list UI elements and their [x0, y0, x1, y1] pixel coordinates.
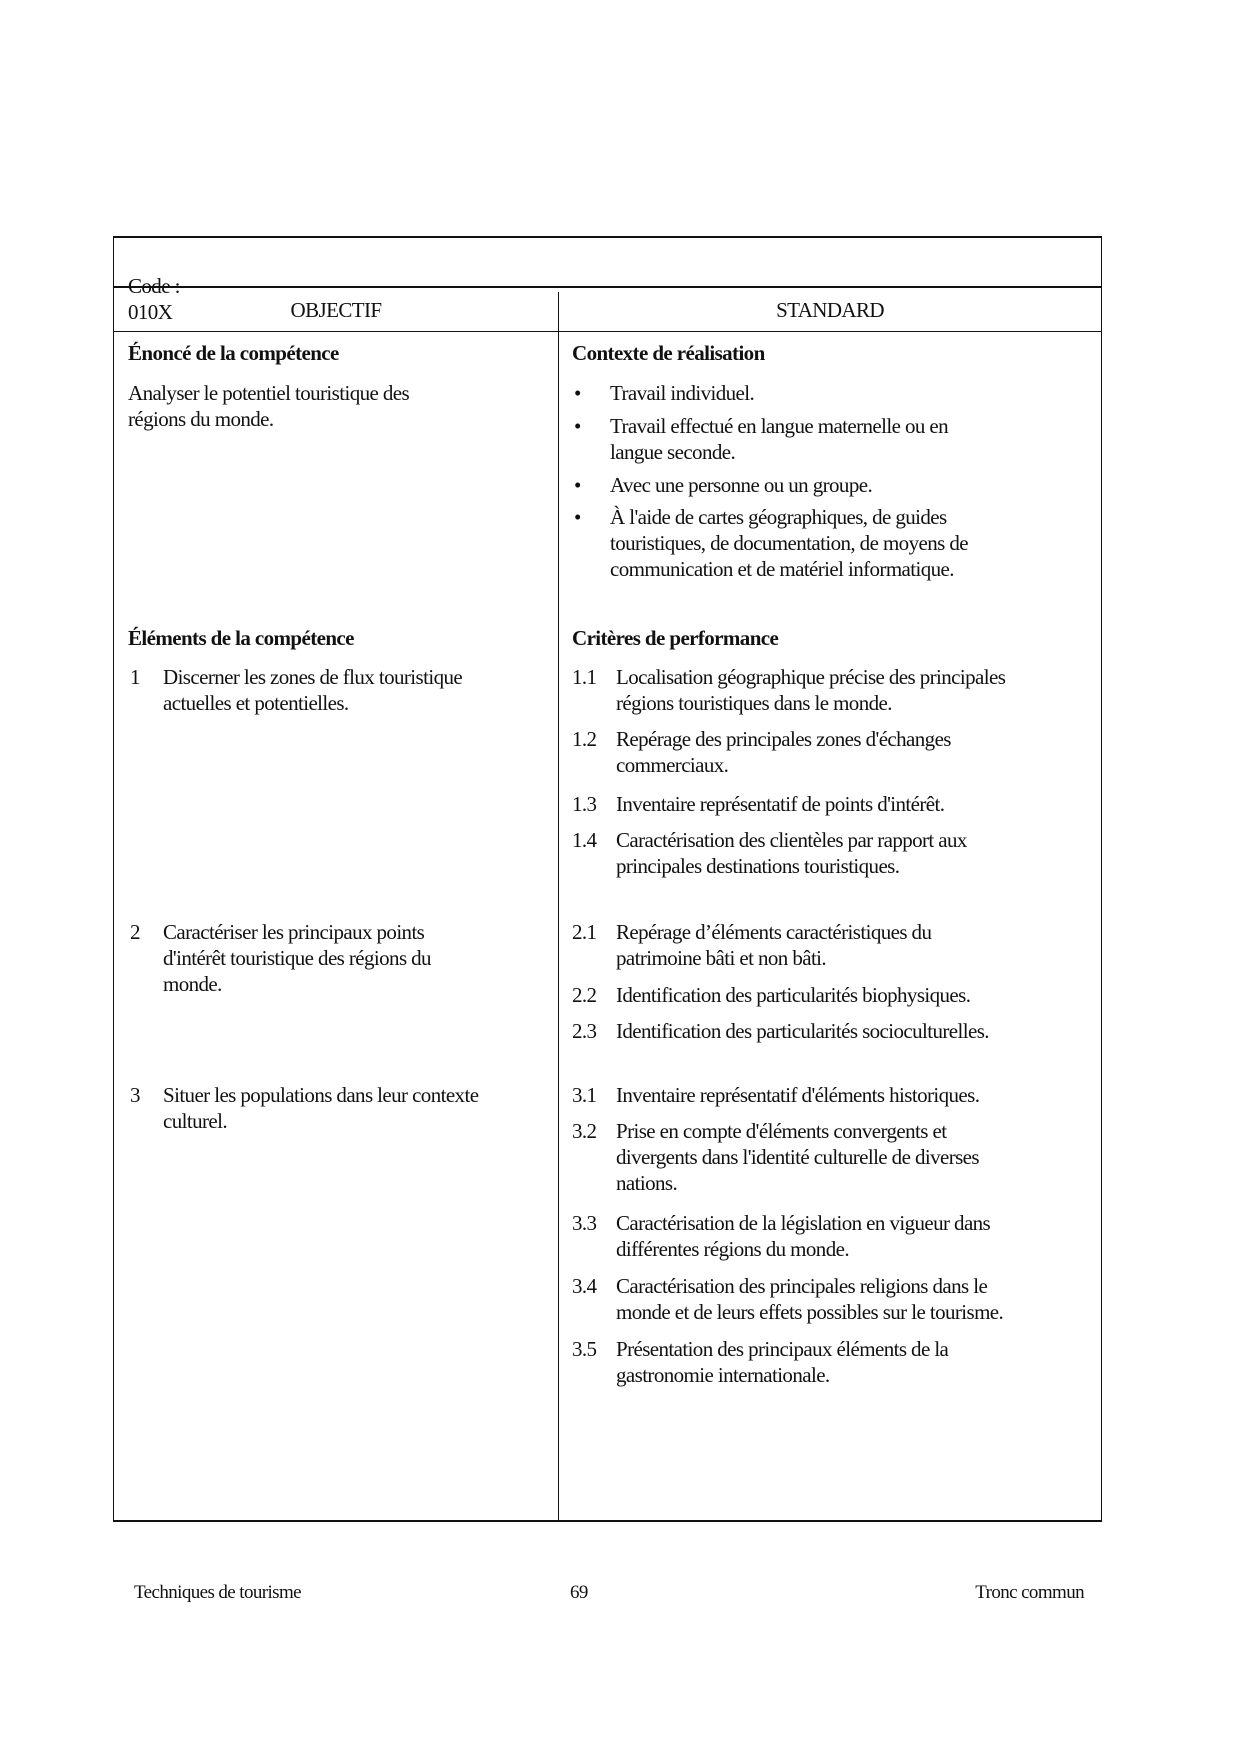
bullet-icon: •: [574, 381, 581, 405]
critere-text: Inventaire représentatif de points d'intérêt.: [616, 792, 945, 816]
contexte-title: Contexte de réalisation: [572, 341, 765, 365]
footer-page-number: 69: [570, 1582, 588, 1603]
element-number: 2: [130, 920, 140, 944]
critere-number: 3.3: [572, 1211, 597, 1235]
critere-number: 3.2: [572, 1119, 597, 1143]
table-bottom-border: [113, 1520, 1102, 1522]
critere-text: Présentation des principaux éléments de la gastronomie internationale.: [616, 1337, 949, 1387]
footer-right: Tronc commun: [975, 1582, 1084, 1603]
footer-left: Techniques de tourisme: [134, 1582, 301, 1603]
critere-number: 1.2: [572, 727, 597, 751]
element-text: Situer les populations dans leur contexte culturel.: [163, 1083, 479, 1133]
critere-number: 1.1: [572, 665, 597, 689]
criteres-title: Critères de performance: [572, 626, 779, 650]
critere-number: 1.3: [572, 792, 597, 816]
critere-number: 2.1: [572, 920, 597, 944]
code-row-divider: [113, 286, 1102, 288]
contexte-item: Avec une personne ou un groupe.: [610, 473, 873, 497]
column-header-objectif: OBJECTIF: [290, 298, 382, 322]
code-label: Code :: [128, 274, 180, 298]
code-value: 010X: [128, 300, 173, 324]
critere-number: 3.4: [572, 1274, 597, 1298]
enonce-text: Analyser le potentiel touristique des régions du monde.: [128, 381, 410, 431]
critere-text: Caractérisation des principales religions dans le monde et de leurs effets possibles sur le tourisme.: [616, 1274, 1004, 1324]
critere-text: Localisation géographique précise des principales régions touristiques dans le monde.: [616, 665, 1006, 715]
bullet-icon: •: [574, 473, 581, 497]
element-text: Discerner les zones de flux touristique actuelles et potentielles.: [163, 665, 463, 715]
critere-text: Caractérisation de la législation en vigueur dans différentes régions du monde.: [616, 1211, 991, 1261]
column-header-standard: STANDARD: [776, 298, 884, 322]
element-text: Caractériser les principaux points d'intérêt touristique des régions du monde.: [163, 920, 431, 996]
critere-number: 2.3: [572, 1019, 597, 1043]
contexte-item: Travail effectué en langue maternelle ou en langue seconde.: [610, 414, 949, 464]
critere-number: 3.1: [572, 1083, 597, 1107]
element-number: 3: [130, 1083, 140, 1107]
critere-number: 3.5: [572, 1337, 597, 1361]
elements-title: Éléments de la compétence: [128, 626, 354, 650]
critere-text: Identification des particularités biophysiques.: [616, 983, 971, 1007]
contexte-item: À l'aide de cartes géographiques, de guides touristiques, de documentation, de moyens de communication et de matériel informatique.: [610, 505, 968, 581]
table-left-border: [113, 236, 114, 1522]
column-divider: [558, 292, 559, 1521]
header-row-divider: [113, 331, 1102, 332]
critere-text: Repérage d’éléments caractéristiques du patrimoine bâti et non bâti.: [616, 920, 932, 970]
element-number: 1: [130, 665, 140, 689]
critere-text: Caractérisation des clientèles par rapport aux principales destinations touristiques.: [616, 828, 967, 878]
bullet-icon: •: [574, 505, 581, 529]
critere-text: Repérage des principales zones d'échanges commerciaux.: [616, 727, 951, 777]
enonce-title: Énoncé de la compétence: [128, 341, 339, 365]
bullet-icon: •: [574, 414, 581, 438]
critere-text: Prise en compte d'éléments convergents et divergents dans l'identité culturelle de diverses nations.: [616, 1119, 979, 1195]
critere-number: 2.2: [572, 983, 597, 1007]
critere-text: Inventaire représentatif d'éléments historiques.: [616, 1083, 980, 1107]
table-right-border: [1101, 236, 1102, 1522]
contexte-item: Travail individuel.: [610, 381, 755, 405]
critere-number: 1.4: [572, 828, 597, 852]
table-top-border: [113, 236, 1102, 238]
critere-text: Identification des particularités socioculturelles.: [616, 1019, 989, 1043]
